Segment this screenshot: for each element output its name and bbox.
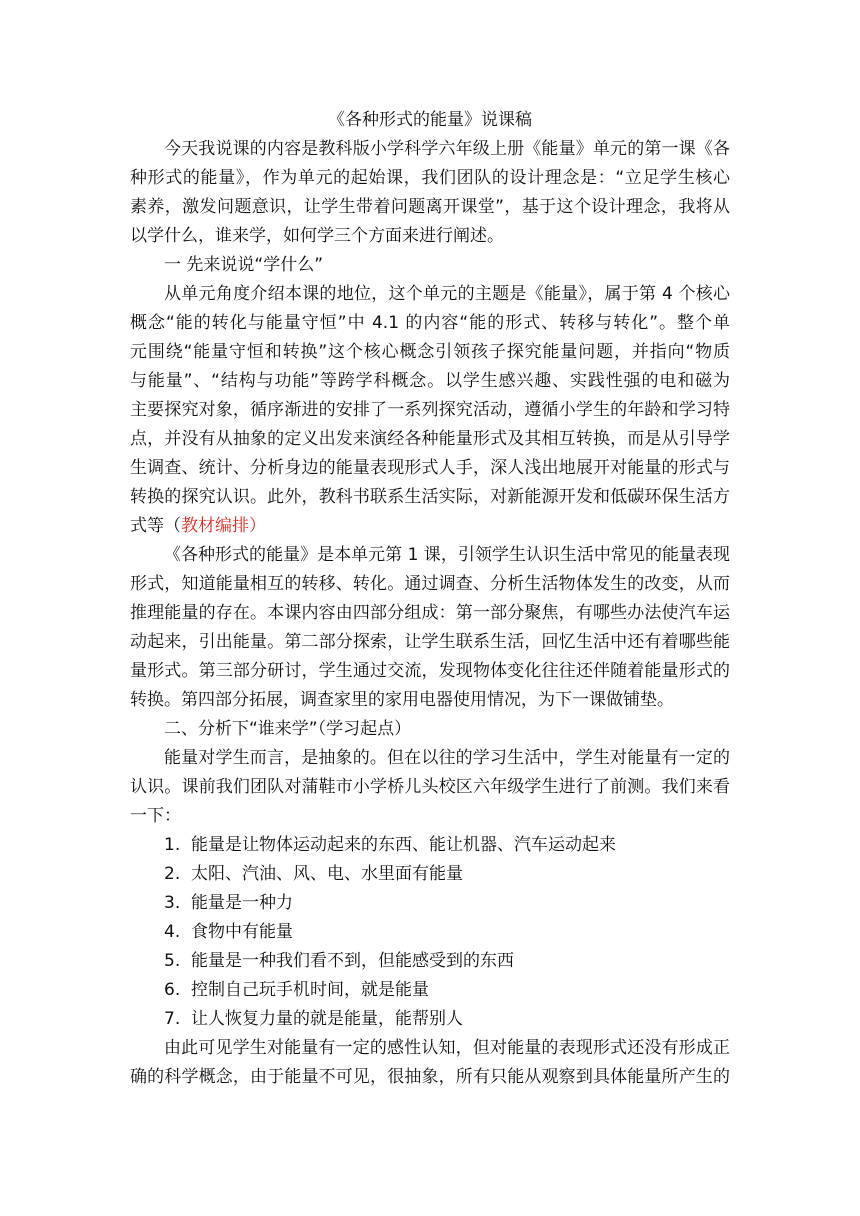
paragraph-line: 认识。课前我们团队对蒲鞋市小学桥儿头校区六年级学生进行了前测。我们来看 [130, 777, 730, 797]
list-item [130, 1005, 730, 1034]
section-heading: 二、分析下“谁来学”（学习起点） [164, 719, 412, 739]
paragraph-line: 元围绕“能量守恒和转换”这个核心概念引领孩子探究能量问题，并指向“物质 [130, 342, 730, 362]
paragraph-line: 转换的探究认识。此外，教科书联系生活实际，对新能源开发和低碳环保生活方 [130, 487, 730, 507]
list-text: 控制自己玩手机时间，就是能量 [191, 980, 429, 1000]
list-number: 7. [164, 1009, 181, 1029]
document-title: 《各种形式的能量》说课稿 [328, 110, 532, 130]
document-page [130, 106, 730, 1092]
list-number: 3. [164, 893, 181, 913]
list-number: 6. [164, 980, 181, 1000]
paragraph-line: 种形式的能量》，作为单元的起始课，我们团队的设计理念是：“立足学生核心 [130, 168, 730, 188]
paragraph-line: 形式，知道能量相互的转移、转化。通过调查、分析生活物体发生的改变，从而 [130, 574, 730, 594]
list-text: 能量是一种力 [191, 893, 293, 913]
section-heading: 一 先来说说“学什么” [164, 255, 324, 275]
highlight-note: 教材编排） [181, 516, 266, 536]
paragraph-text: 式等（ [130, 516, 181, 536]
paragraph-line: 《各种形式的能量》是本单元第 1 课，引领学生认识生活中常见的能量表现 [164, 545, 730, 565]
paragraph-line: 从单元角度介绍本课的地位，这个单元的主题是《能量》，属于第 4 个核心 [164, 284, 730, 304]
list-text: 太阳、汽油、风、电、水里面有能量 [191, 864, 463, 884]
list-text: 能量是让物体运动起来的东西、能让机器、汽车运动起来 [191, 835, 616, 855]
paragraph-line: 点，并没有从抽象的定义出发来演经各种能量形式及其相互转换，而是从引导学 [130, 429, 730, 449]
list-number: 5. [164, 951, 181, 971]
paragraph-line: 主要探究对象，循序渐进的安排了一系列探究活动，遵循小学生的年龄和学习特 [130, 400, 730, 420]
list-item [130, 918, 730, 947]
paragraph-line: 今天我说课的内容是教科版小学科学六年级上册《能量》单元的第一课《各 [164, 139, 730, 159]
list-item [130, 831, 730, 860]
paragraph-line: 由此可见学生对能量有一定的感性认知，但对能量的表现形式还没有形成正 [164, 1038, 730, 1058]
paragraph-line: 量形式。第三部分研讨，学生通过交流，发现物体变化往往还伴随着能量形式的 [130, 661, 730, 681]
list-item [130, 976, 730, 1005]
list-item [130, 947, 730, 976]
paragraph-line: 动起来，引出能量。第二部分探索，让学生联系生活，回忆生活中还有着哪些能 [130, 632, 730, 652]
paragraph-line: 能量对学生而言，是抽象的。但在以往的学习生活中，学生对能量有一定的 [164, 748, 730, 768]
list-text: 让人恢复力量的就是能量，能帮别人 [191, 1009, 463, 1029]
paragraph-line: 以学什么，谁来学，如何学三个方面来进行阐述。 [130, 226, 504, 246]
paragraph-line: 推理能量的存在。本课内容由四部分组成：第一部分聚焦，有哪些办法使汽车运 [130, 603, 730, 623]
paragraph-line: 素养，激发问题意识，让学生带着问题离开课堂”，基于这个设计理念，我将从 [130, 197, 730, 217]
paragraph-line: 转换。第四部分拓展，调查家里的家用电器使用情况，为下一课做铺垫。 [130, 690, 674, 710]
paragraph-line: 确的科学概念，由于能量不可见，很抽象，所有只能从观察到具体能量所产生的 [130, 1067, 730, 1087]
paragraph-line [130, 512, 730, 541]
list-text: 食物中有能量 [191, 922, 293, 942]
list-number: 2. [164, 864, 181, 884]
paragraph-line: 与能量”、“结构与功能”等跨学科概念。以学生感兴趣、实践性强的电和磁为 [130, 371, 730, 391]
paragraph-line: 概念“能的转化与能量守恒”中 4.1 的内容“能的形式、转移与转化”。整个单 [130, 313, 730, 333]
list-number: 4. [164, 922, 181, 942]
list-text: 能量是一种我们看不到，但能感受到的东西 [191, 951, 514, 971]
paragraph-line: 生调查、统计、分析身边的能量表现形式人手，深人浅出地展开对能量的形式与 [130, 458, 730, 478]
list-number: 1. [164, 835, 181, 855]
list-item [130, 889, 730, 918]
paragraph-line: 一下： [130, 806, 181, 826]
list-item [130, 860, 730, 889]
